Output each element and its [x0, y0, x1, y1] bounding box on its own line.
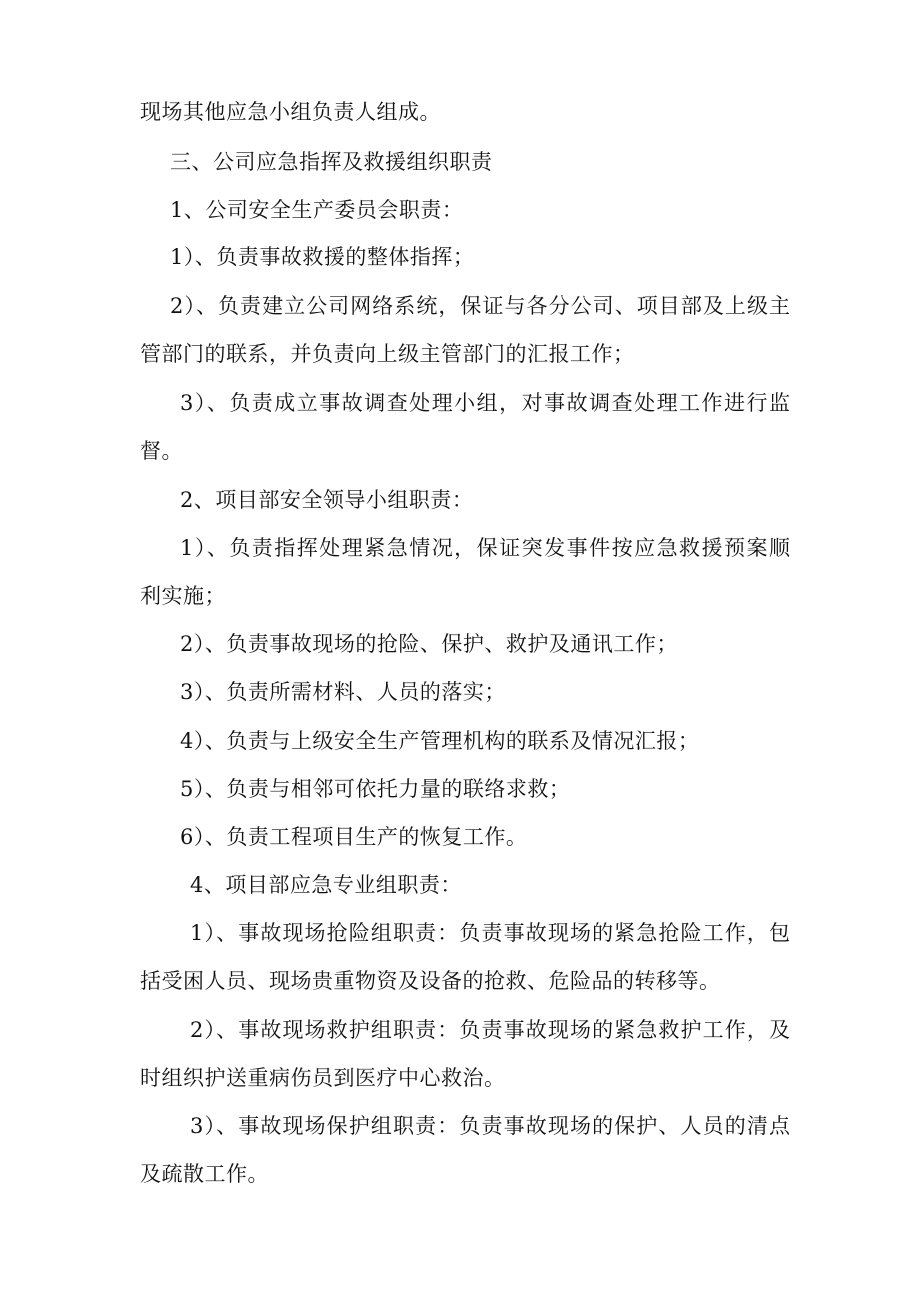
list-item: 1）、负责事故救援的整体指挥； [170, 245, 475, 269]
list-item-continuation: 括受困人员、现场贵重物资及设备的抢救、危险品的转移等。 [140, 969, 721, 993]
paragraph-line: 现场其他应急小组负责人组成。 [140, 100, 441, 124]
list-item: 1）、事故现场抢险组职责：负责事故现场的紧急抢险工作，包 [190, 921, 790, 945]
list-item: 2）、负责建立公司网络系统，保证与各分公司、项目部及上级主 [170, 294, 790, 318]
list-item: 2）、事故现场救护组职责：负责事故现场的紧急救护工作，及 [190, 1018, 790, 1042]
list-item: 2）、负责事故现场的抢险、保护、救护及通讯工作； [180, 632, 678, 656]
list-item: 3）、负责所需材料、人员的落实； [180, 680, 506, 704]
list-item: 6）、负责工程项目生产的恢复工作。 [180, 825, 528, 849]
section-heading: 三、公司应急指挥及救援组织职责 [170, 150, 493, 174]
subsection-heading: 2、项目部安全领导小组职责： [180, 488, 474, 512]
subsection-heading: 1、公司安全生产委员会职责： [170, 198, 464, 222]
list-item: 5）、负责与相邻可依托力量的联络求救； [180, 777, 571, 801]
list-item-continuation: 时组织护送重病伤员到医疗中心救治。 [140, 1066, 506, 1090]
list-item: 4）、负责与上级安全生产管理机构的联系及情况汇报； [180, 729, 700, 753]
list-item-continuation: 利实施； [140, 584, 226, 608]
list-item: 3）、负责成立事故调查处理小组，对事故调查处理工作进行监 [180, 391, 790, 415]
list-item-continuation: 管部门的联系，并负责向上级主管部门的汇报工作； [140, 342, 635, 366]
list-item-continuation: 督。 [140, 439, 183, 463]
subsection-heading: 4、项目部应急专业组职责： [190, 873, 462, 897]
list-item: 3）、事故现场保护组职责：负责事故现场的保护、人员的清点 [190, 1114, 790, 1138]
list-item-continuation: 及疏散工作。 [140, 1162, 269, 1186]
list-item: 1）、负责指挥处理紧急情况，保证突发事件按应急救援预案顺 [180, 536, 790, 560]
